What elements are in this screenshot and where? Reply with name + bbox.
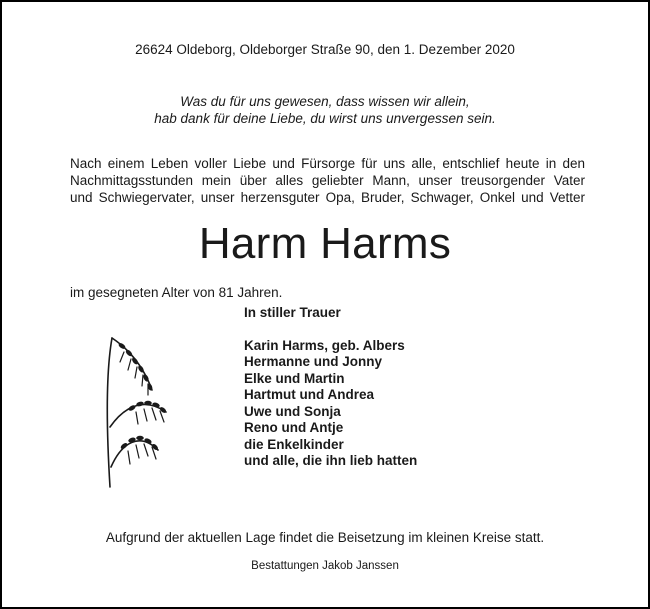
mourner-entry: Karin Harms, geb. Albers xyxy=(244,337,405,353)
intro-line: Nachmittagsstunden mein über alles geliebter Mann, unser treusorgender Vater xyxy=(70,173,585,188)
wheat-ears-icon xyxy=(100,332,190,492)
mourner-entry: Reno und Antje xyxy=(244,420,344,435)
mourner-entry: Hermanne und Jonny xyxy=(244,354,383,369)
deceased-name: Harm Harms xyxy=(198,219,452,268)
intro-text xyxy=(70,155,585,206)
mourner-entry: Uwe und Sonja xyxy=(244,403,341,419)
poem-line: hab dank für deine Liebe, du wirst uns unvergessen sein. xyxy=(154,111,496,126)
mourner-entry: Elke und Martin xyxy=(244,370,345,386)
mourner-entry: die Enkelkinder xyxy=(244,436,344,452)
intro-line: und Schwiegervater, unser herzensguter Opa, Bruder, Schwager, Onkel und Vetter xyxy=(70,190,585,205)
mourner-entry: und alle, die ihn lieb hatten xyxy=(244,453,418,468)
mourners-heading: In stiller Trauer xyxy=(244,305,341,320)
undertaker-name: Bestattungen Jakob Janssen xyxy=(251,560,399,572)
funeral-notice: Aufgrund der aktuellen Lage findet die Beisetzung im kleinen Kreise statt. xyxy=(105,530,545,545)
memorial-poem xyxy=(2,93,648,127)
place-date: 26624 Oldeborg, Oldeborger Straße 90, den 1. Dezember 2020 xyxy=(135,42,515,57)
mourner-entry: Hartmut und Andrea xyxy=(244,387,375,402)
age-line: im gesegneten Alter von 81 Jahren. xyxy=(70,285,283,300)
intro-line: Nach einem Leben voller Liebe und Fürsorge für uns alle, entschlief heute in den xyxy=(70,156,585,171)
mourners-list xyxy=(244,305,417,470)
poem-line: Was du für uns gewesen, dass wissen wir allein, xyxy=(180,94,470,109)
